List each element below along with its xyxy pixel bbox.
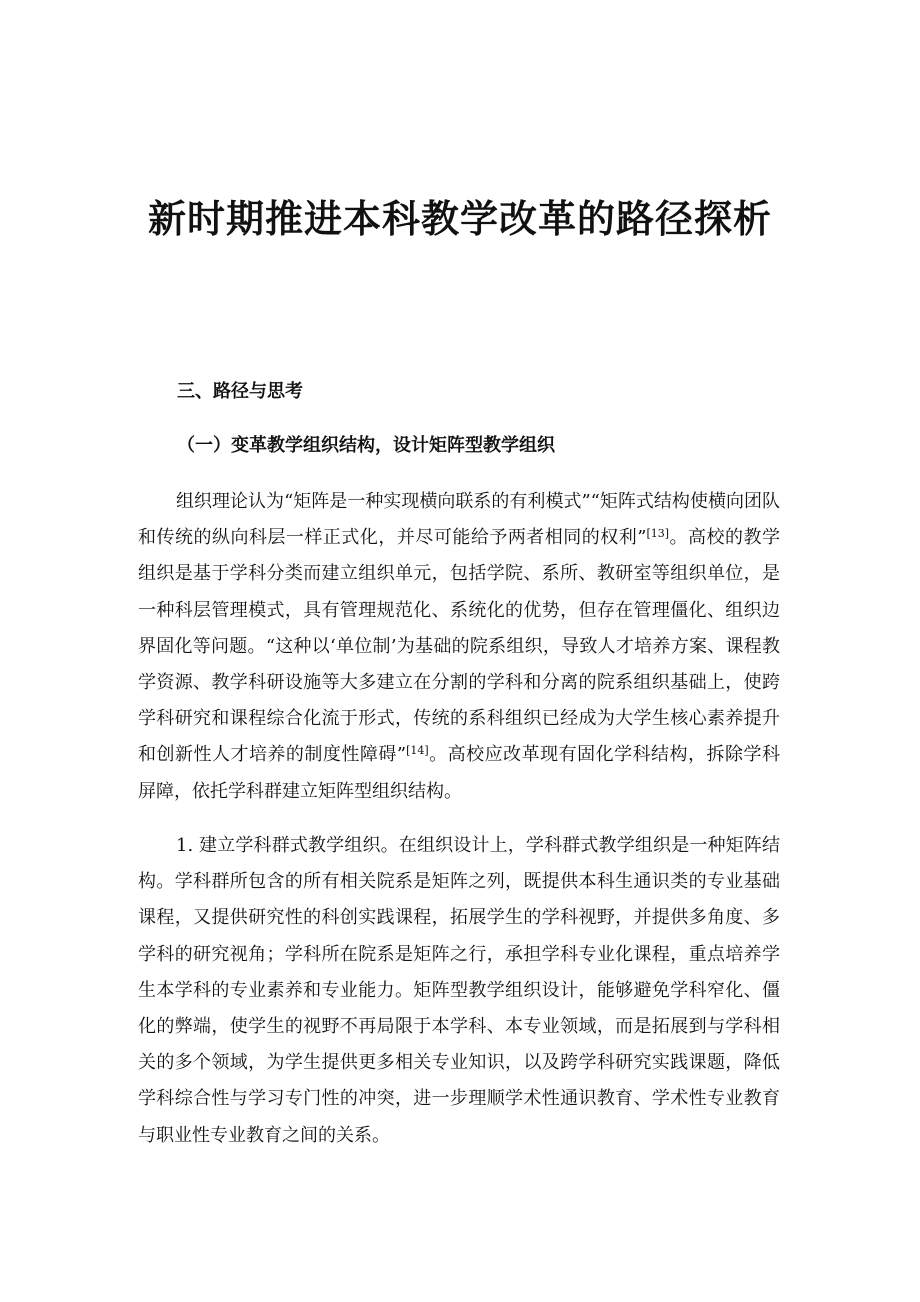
citation-13: [13] (646, 527, 670, 541)
section-heading: 三、路径与思考 (177, 381, 303, 402)
paragraph-organization-theory (138, 484, 780, 810)
document-title: 新时期推进本科教学改革的路径探析 (147, 197, 772, 241)
paragraph-text-part3: 。高校应改革现有固化学科结构，拆除学科屏障，依托学科群建立矩阵型组织结构。 (138, 744, 780, 802)
citation-14: [14] (406, 744, 429, 758)
subsection-heading: （一）变革教学组织结构，设计矩阵型教学组织 (177, 435, 555, 456)
paragraph-discipline-group: 1. 建立学科群式教学组织。在组织设计上，学科群式教学组织是一种矩阵结构。学科群所包含的所有相关院系是矩阵之列，既提供本科生通识类的专业基础课程，又提供研究性的科创实践课程，拓展学生的学科视野，并提供多角度、多学科的研究视角；学科所在院系是矩阵之行，承担学科专业化课程，重点培养学生本学科的专业素养和专业能力。矩阵型教学组织设计，能够避免学科窄化、僵化的弊端，使学生的视野不再局限于本学科、本专业领域，而是拓展到与学科相关的多个领域，为学生提供更多相关专业知识，以及跨学科研究实践课题，降低学科综合性与学习专门性的冲突，进一步理顺学术性通识教育、学术性专业教育与职业性专业教育之间的关系。 (138, 835, 780, 1146)
paragraph-text-part2: 。高校的教学组织是基于学科分类而建立组织单元，包括学院、系所、教研室等组织单位，是一种科层管理模式，具有管理规范化、系统化的优势，但存在管理僵化、组织边界固化等问题。“这种以‘单位制’为基础的院系组织，导致人才培养方案、课程教学资源、教学科研设施等大多建立在分割的学科和分离的院系组织基础上，使跨学科研究和课程综合化流于形式，传统的系科组织已经成为大学生核心素养提升和创新性人才培养的制度性障碍” (138, 527, 781, 766)
paragraph-text-part1: 组织理论认为“矩阵是一种实现横向联系的有利模式”“矩阵式结构使横向团队和传统的纵向科层一样正式化，并尽可能给予两者相同的权利” (138, 491, 780, 549)
